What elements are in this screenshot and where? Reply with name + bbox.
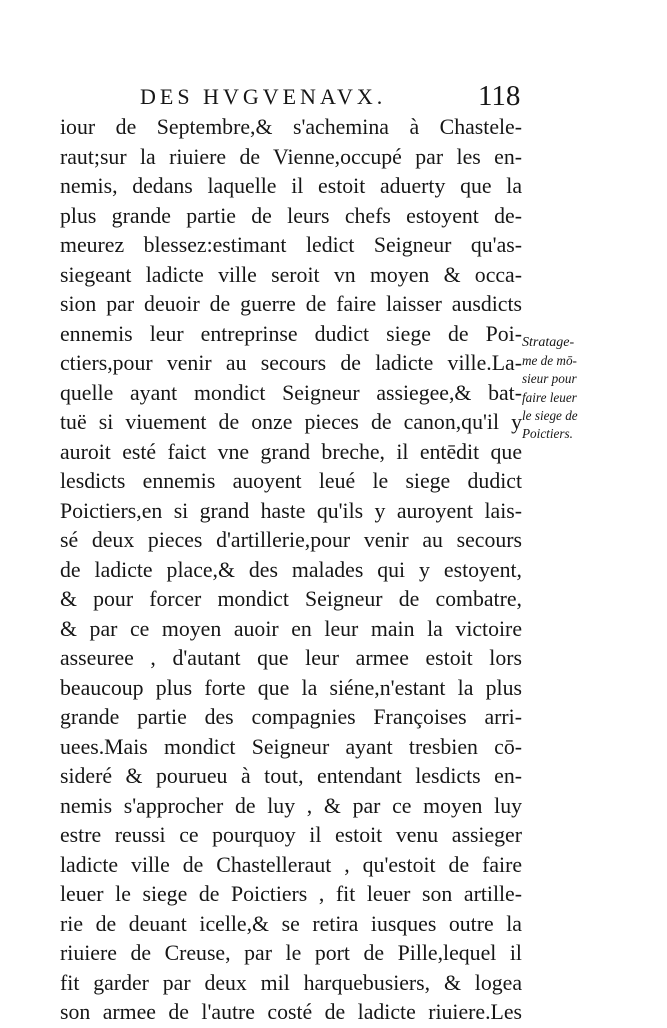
text-line: nemis s'approcher de luy , & par ce moyen luy: [60, 793, 522, 818]
text-line: nemis, dedans laquelle il estoit aduerty que la: [60, 174, 522, 198]
text-line: Poictiers,en si grand haste qu'ils y auroyent lais-: [60, 498, 522, 523]
marginal-note-line: me de mō-: [522, 353, 577, 369]
marginal-note-line: faire leuer: [522, 389, 577, 405]
text-line: ennemis leur entreprinse dudict siege de Poi-: [60, 321, 522, 346]
page-number: 118: [478, 80, 521, 112]
text-line: fit garder par deux mil harquebusiers, & logea: [60, 970, 522, 995]
text-line: tuë si viuement de onze pieces de canon,qu'il y: [60, 410, 522, 434]
text-line: son armee de l'autre costé de ladicte riuiere.Les: [60, 1000, 522, 1024]
text-line: & pour forcer mondict Seigneur de combatre,: [60, 587, 522, 611]
text-line: siegeant ladicte ville seroit vn moyen & occa-: [60, 262, 522, 287]
text-line: sideré & pourueu à tout, entendant lesdicts en-: [60, 764, 522, 788]
text-line: meurez blessez:estimant ledict Seigneur qu'as-: [60, 233, 522, 257]
text-line: iour de Septembre,& s'achemina à Chastele-: [60, 115, 522, 139]
running-head-title: DES HVGVENAVX.: [140, 84, 387, 109]
marginal-note-line: Stratage-: [522, 335, 575, 350]
text-line: grande partie des compagnies Françoises arri-: [60, 705, 522, 729]
text-line: riuiere de Creuse, par le port de Pille,lequel il: [60, 941, 522, 965]
text-line: plus grande partie de leurs chefs estoyent de-: [60, 203, 522, 228]
text-line: ctiers,pour venir au secours de ladicte ville.La-: [60, 351, 522, 375]
text-line: ladicte ville de Chastelleraut , qu'estoit de faire: [60, 852, 522, 877]
text-line: lesdicts ennemis auoyent leué le siege dudict: [60, 469, 522, 493]
text-line: leuer le siege de Poictiers , fit leuer son artille-: [60, 882, 522, 906]
text-line: auroit esté faict vne grand breche, il entēdit que: [60, 439, 522, 464]
text-line: rie de deuant icelle,& se retira iusques outre la: [60, 911, 522, 936]
text-line: beaucoup plus forte que la siéne,n'estant la plus: [60, 675, 522, 700]
text-line: de ladicte place,& des malades qui y estoyent,: [60, 557, 522, 582]
marginal-note-line: le siege de: [522, 407, 578, 423]
marginal-note: [522, 334, 612, 443]
text-line: asseuree , d'autant que leur armee estoit lors: [60, 646, 522, 670]
text-line: sé deux pieces d'artillerie,pour venir au secours: [60, 528, 522, 552]
marginal-note-line: Poictiers.: [522, 425, 573, 441]
text-line: quelle ayant mondict Seigneur assiegee,& bat-: [60, 380, 522, 405]
text-line: sion par deuoir de guerre de faire laisser ausdicts: [60, 292, 522, 316]
text-line: & par ce moyen auoir en leur main la victoire: [60, 616, 522, 641]
text-line: uees.Mais mondict Seigneur ayant tresbien cō-: [60, 734, 522, 759]
text-line: raut;sur la riuiere de Vienne,occupé par les en-: [60, 144, 522, 169]
marginal-note-line: sieur pour: [522, 371, 577, 387]
body-text: [60, 113, 522, 1028]
text-line: estre reussi ce pourquoy il estoit venu assieger: [60, 823, 522, 847]
